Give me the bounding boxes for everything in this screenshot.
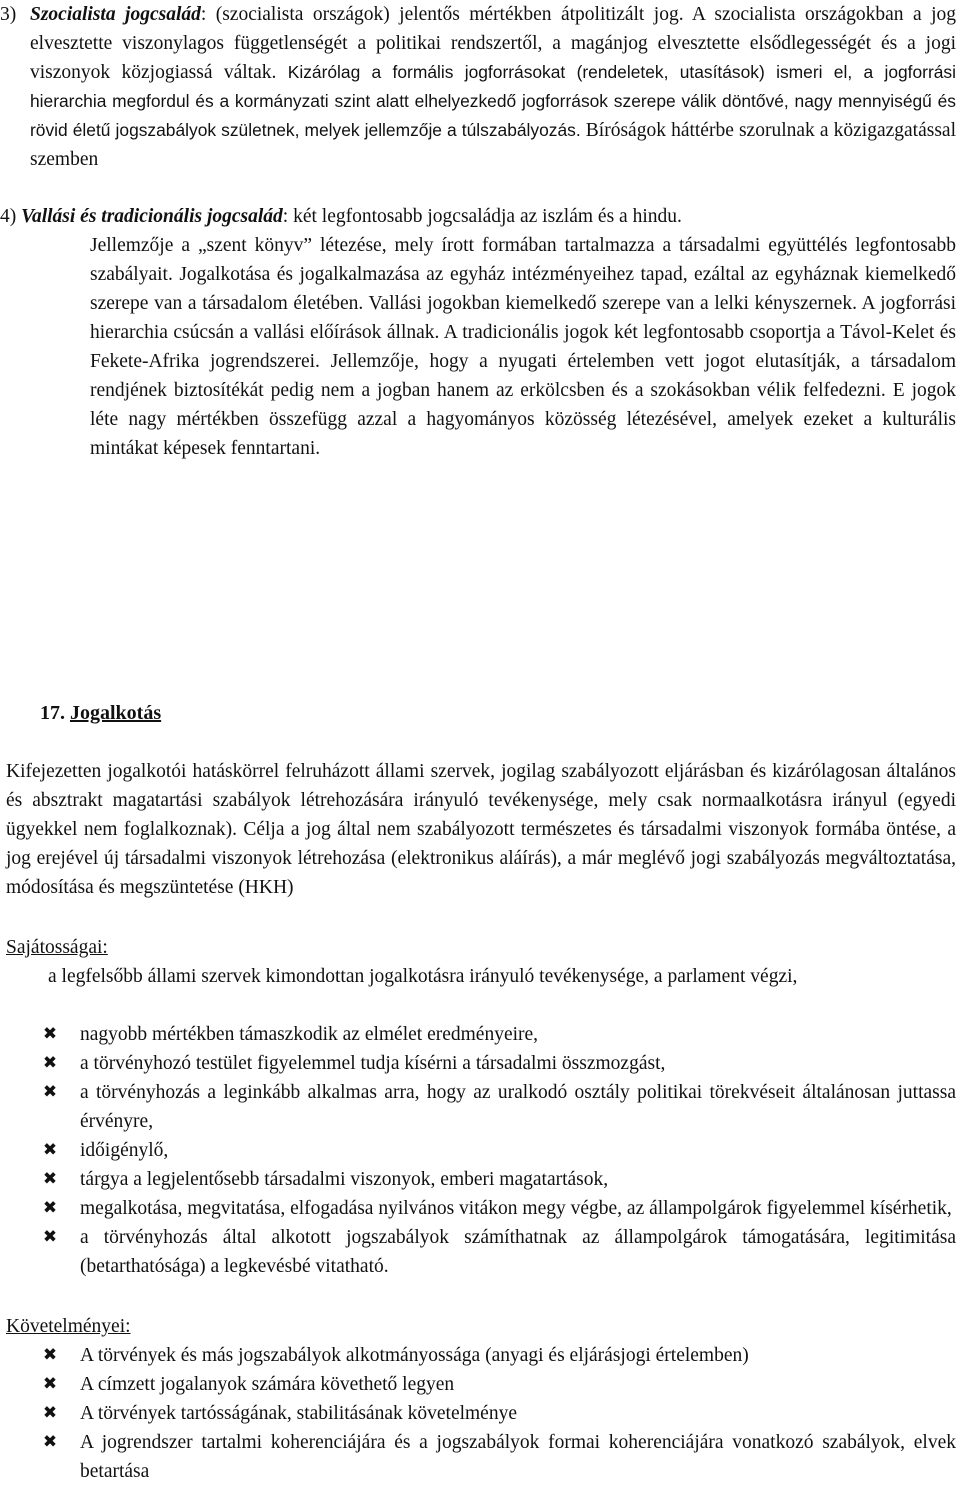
section-3-intro: : (szocialista országok) jelentős mértékben átpolitizált jog. A szocialista országokban a jog elvesztette viszonylagos függetlenségét a politikai rendszertől, a magánjog elvesztette elsődlegességét és a jogi viszonyok közjogiassá váltak. (30, 4, 956, 83)
list-item: ✖ A törvények tartósságának, stabilitásának követelménye (6, 1399, 956, 1428)
cross-icon: ✖ (42, 1024, 58, 1044)
requirements-list (6, 1341, 956, 1486)
list-item: ✖ A címzett jogalanyok számára követhető legyen (6, 1370, 956, 1399)
cross-icon: ✖ (42, 1169, 58, 1189)
list-item: ✖ tárgya a legjelentősebb társadalmi viszonyok, emberi magatartások, (6, 1165, 956, 1194)
list-item: ✖ a törvényhozás által alkotott jogszabályok számíthatnak az állampolgárok támogatására, legitimitása (betarthatósága) a legkevésbé vitatható. (6, 1223, 956, 1281)
section-17-paragraph: Kifejezetten jogalkotói hatáskörrel felruházott állami szervek, jogilag szabályozott eljárásban és kizárólagosan általános és absztrakt magatartási szabályok létrehozására irányuló tevékenysége, mely csak normaalkotásra irányul (egyedi ügyekkel nem foglalkoznak). Célja a jog által nem szabályozott természetes és társadalmi viszonyok formába öntése, a jog erejével új társadalmi viszonyok létrehozása (elektronikus aláírás), a már meglévő jogi szabályozás megváltoztatása, módosítása és megszüntetése (HKH) (6, 761, 956, 898)
cross-icon: ✖ (42, 1053, 58, 1073)
section-4-heading-line (0, 202, 956, 231)
section-4-number: 4) (0, 206, 17, 227)
section-17-heading (40, 698, 161, 728)
section-4-title: Vallási és tradicionális jogcsalád (21, 206, 283, 227)
section-3-paragraph (0, 0, 957, 174)
list-item: ✖ a törvényhozás a leginkább alkalmas arra, hogy az uralkodó osztály politikai törekvéseit általánosan juttassa érvényre, (6, 1078, 956, 1136)
section-4-paragraph: Jellemzője a „szent könyv” létezése, mely írott formában tartalmazza a társadalmi együttélés legfontosabb szabályait. Jogalkotása és jogalkalmazása az egyház intézményeihez tapad, ezáltal az egyháznak kiemelkedő szerepe van a társadalom életében. Vallási jogokban kiemelkedő szerepe van a lelki kényszernek. A jogforrási hierarchia csúcsán a vallási előírások állnak. A tradicionális jogok két legfontosabb csoportja a Távol-Kelet és Fekete-Afrika jogrendszerei. Jellemzője, hogy a nyugati értelemben vett jogot elutasítják, a társadalom rendjének biztosítékát pedig nem a jogban hanem az erkölcsben és a szokásokban vélik felfedezni. E jogok léte nagy mértékben összefügg azzal a hagyományos közösség létezésével, amelyek ezeket a kulturális mintákat képesek fenntartani. (90, 235, 956, 459)
list-item: ✖ A jogrendszer tartalmi koherenciájára és a jogszabályok formai koherenciájára vonatkozó szabályok, elvek betartása (6, 1428, 956, 1486)
section-3-title: Szocialista jogcsalád (30, 4, 201, 25)
cross-icon: ✖ (42, 1403, 58, 1423)
section-3-tail: Bíróságok háttérbe szorulnak a közigazgatással szemben (30, 120, 957, 170)
section-4-first-line: : két legfontosabb jogcsaládja az iszlám és a hindu. (282, 206, 682, 227)
features-label: Sajátosságai: (6, 937, 108, 958)
cross-icon: ✖ (42, 1345, 58, 1365)
section-3-sans-text: Kizárólag a formális jogforrásokat (rendeletek, utasítások) ismeri el, a jogforrási hierarchia megfordul és a kormányzati szint alatt elhelyezkedő jogforrások szerepe válik döntővé, nagy mennyiségű és rövid életű jogszabályok születnek, melyek jellemzője a túlszabályozás. (30, 62, 956, 140)
section-17-number: 17. (40, 702, 65, 724)
cross-icon: ✖ (42, 1198, 58, 1218)
section-3-number: 3) (0, 4, 17, 25)
cross-icon: ✖ (42, 1082, 58, 1102)
cross-icon: ✖ (42, 1374, 58, 1394)
cross-icon: ✖ (42, 1140, 58, 1160)
list-item: ✖ A törvények és más jogszabályok alkotmányossága (anyagi és eljárásjogi értelemben) (6, 1341, 956, 1370)
features-intro: a legfelsőbb állami szervek kimondottan jogalkotásra irányuló tevékenysége, a parlament végzi, (48, 966, 798, 987)
list-item: ✖ a törvényhozó testület figyelemmel tudja kísérni a társadalmi összmozgást, (6, 1049, 956, 1078)
features-list (6, 1020, 956, 1281)
section-17-title: Jogalkotás (70, 702, 162, 724)
requirements-label: Követelményei: (6, 1316, 131, 1337)
list-item: ✖ időigénylő, (6, 1136, 956, 1165)
cross-icon: ✖ (42, 1432, 58, 1452)
list-item: ✖ megalkotása, megvitatása, elfogadása nyilvános vitákon megy végbe, az állampolgárok figyelemmel kísérhetik, (6, 1194, 956, 1223)
cross-icon: ✖ (42, 1227, 58, 1247)
list-item: ✖ nagyobb mértékben támaszkodik az elmélet eredményeire, (6, 1020, 956, 1049)
